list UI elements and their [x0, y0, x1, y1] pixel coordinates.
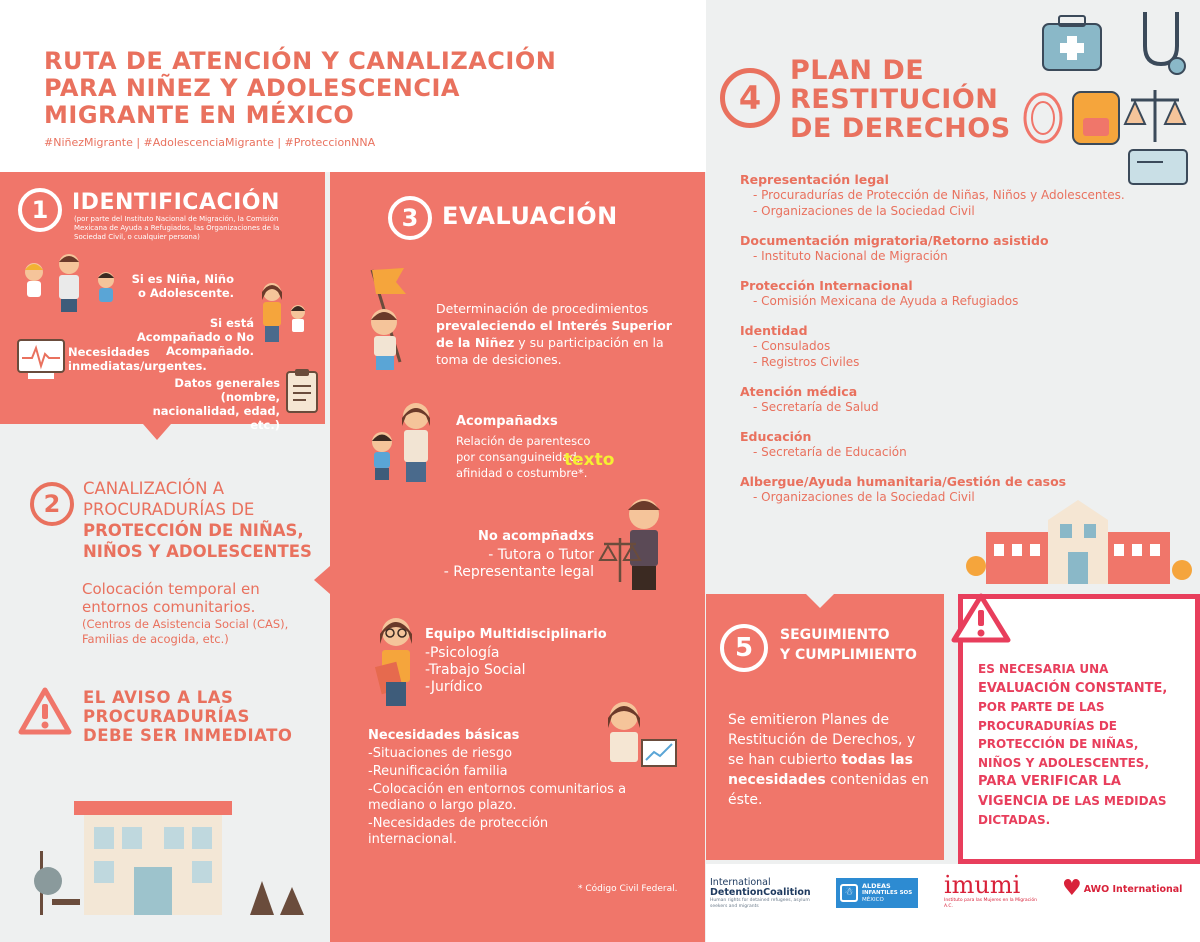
title-line-2: PARA NIÑEZ Y ADOLESCENCIA: [44, 74, 460, 102]
step5-title-b: Y CUMPLIMIENTO: [780, 647, 917, 663]
equipo-item-1: -Psicología: [425, 645, 500, 661]
father-body: [59, 275, 79, 299]
lawyer-illustration: [598, 488, 682, 592]
kid-legs: [375, 468, 389, 480]
member-legs: [386, 682, 406, 706]
section-representacion: [740, 172, 1160, 219]
child-body: [374, 336, 396, 356]
step3-pointer: [314, 566, 330, 594]
section-item: - Registros Civiles: [753, 355, 860, 369]
step5-body-bold: todas las necesidades: [728, 752, 913, 788]
step2-title-b: PROTECCIÓN DE NIÑAS, NIÑOS Y ADOLESCENTES: [83, 521, 312, 561]
step2-note: (Centros de Asistencia Social (CAS), Familias de acogida, etc.): [82, 617, 289, 646]
title-line-3: MIGRANTE EN MÉXICO: [44, 101, 355, 129]
step5-body: [728, 710, 934, 810]
step2-warning: EL AVISO A LAS PROCURADURÍAS DEBE SER INMEDIATO: [83, 688, 293, 745]
alert-warning-icon: [950, 592, 1012, 644]
awo-logo: [1062, 878, 1182, 900]
section-title: Representación legal: [740, 172, 889, 187]
step4-title: [790, 56, 1011, 143]
kid-body: [374, 452, 390, 468]
step1-line-a: Si es Niña, Niño o Adolescente.: [131, 272, 234, 300]
section-item: - Secretaría de Salud: [753, 400, 879, 414]
alert-line-a: ES NECESARIA UNA: [978, 662, 1109, 676]
acomp-body: Relación de parentesco por consanguineidad, afinidad o costumbre*.: [456, 434, 591, 480]
father-legs: [61, 299, 77, 312]
lawyer-hair: [628, 501, 660, 510]
parent-child-illustration: [362, 396, 452, 486]
title-line-1: RUTA DE ATENCIÓN Y CANALIZACIÓN: [44, 47, 557, 75]
building-door: [134, 867, 172, 915]
step5-body-a: Se emitieron Planes de Restitución de Derechos, y se han cubierto: [728, 712, 916, 768]
necesidades-item-2: -Reunificación familia: [368, 764, 508, 779]
step4-list: [740, 172, 1160, 505]
aldeas-logo-icon: ☃: [840, 884, 858, 902]
idc-logo-b: DetentionCoalition: [710, 887, 811, 898]
alert-line-bold-a: EVALUACIÓN CONSTANTE,: [978, 680, 1168, 696]
building-roof: [74, 801, 232, 815]
section-identidad: [740, 323, 1160, 370]
child-legs: [376, 356, 394, 370]
school-illustration: [964, 496, 1200, 590]
necesidades-item-1: -Situaciones de riesgo: [368, 746, 513, 761]
section-item: - Procuradurías de Protección de Niñas, Niños y Adolescentes.: [753, 188, 1125, 202]
step4-title-a: PLAN DE: [790, 55, 925, 86]
equipo-item-2: -Trabajo Social: [425, 662, 526, 678]
necesidades-item-4: -Necesidades de protección internacional.: [368, 816, 549, 847]
step4-number: 4: [720, 68, 780, 128]
alert-line-b: POR PARTE DE LAS PROCURADURÍAS DE PROTECCIÓN DE NIÑAS, NIÑOS Y ADOLESCENTES,: [978, 700, 1150, 770]
noacomp-item-2: - Representante legal: [443, 564, 594, 580]
step1-number: 1: [18, 188, 62, 232]
step2-title-a: CANALIZACIÓN A PROCURADURÍAS DE: [83, 479, 255, 519]
acomp-title: Acompañadxs: [456, 414, 558, 429]
lawyer-legs: [632, 566, 656, 590]
heart-icon: ♥: [1062, 876, 1082, 901]
idc-logo-sub: Human rights for detained refugees, asylum seekers and migrants: [710, 898, 810, 909]
imumi-logo-sub: Instituto para las Mujeres en la Migración A.C.: [944, 898, 1038, 909]
building-illustration: [30, 795, 310, 920]
section-item: - Instituto Nacional de Migración: [753, 249, 948, 263]
step1-title: IDENTIFICACIÓN: [72, 190, 280, 215]
necesidades-item-3: -Colocación en entornos comunitarios a mediano o largo plazo.: [368, 782, 627, 813]
page-title: [44, 48, 556, 129]
step1-subtitle: (por parte del Instituto Nacional de Migración, la Comisión Mexicana de Ayuda a Refugiados, las Organizaciones de la Sociedad Civil, o cualquier persona): [74, 215, 280, 241]
boy-body: [99, 288, 113, 302]
pine-tree-2: [280, 887, 304, 915]
section-educacion: [740, 429, 1160, 460]
section-item: - Consulados: [753, 339, 831, 353]
flag: [372, 268, 406, 294]
equipo-title: Equipo Multidisciplinario: [425, 627, 607, 642]
child-hair: [25, 264, 43, 270]
step3-intro-b: y su participación en la toma de desiciones.: [436, 335, 664, 367]
team-member-illustration: [366, 606, 430, 710]
aldeas-logo: [836, 878, 918, 908]
section-documentacion: [740, 233, 1160, 264]
clipboard-illustration: [284, 368, 320, 416]
section-title: Identidad: [740, 323, 808, 338]
pine-tree-1: [250, 881, 274, 915]
step2-body: Colocación temporal en entornos comunitarios.: [82, 580, 260, 616]
section-title: Documentación migratoria/Retorno asistido: [740, 233, 1049, 248]
step5-number: 5: [720, 624, 768, 672]
section-title: Protección Internacional: [740, 278, 913, 293]
section-atencion-medica: [740, 384, 1160, 415]
kid-body: [292, 319, 304, 332]
alert-line-bold-b: PARA VERIFICAR LA VIGENCIA: [978, 774, 1121, 809]
stethoscope-icon: [1145, 12, 1177, 64]
boy-hair: [98, 273, 114, 278]
idc-logo: [710, 878, 826, 910]
aldeas-logo-b: INFANTILES SOS: [862, 889, 913, 896]
kid-hair: [291, 306, 305, 311]
mother-legs: [265, 326, 279, 342]
child-flag-illustration: [350, 262, 440, 382]
equipo-item-3: -Jurídico: [425, 679, 483, 695]
step3-intro: [436, 300, 676, 368]
step3-title: EVALUACIÓN: [442, 202, 618, 230]
mother-child-illustration: [254, 278, 314, 344]
alert-text: [978, 660, 1178, 830]
noacomp-title: No acompñadxs: [477, 529, 594, 544]
section-item: - Comisión Mexicana de Ayuda a Refugiados: [753, 294, 1019, 308]
section-title: Atención médica: [740, 384, 858, 399]
step4-title-c: DE DERECHOS: [790, 113, 1011, 144]
section-title: Albergue/Ayuda humanitaria/Gestión de casos: [740, 474, 1067, 489]
step1-line-c: Necesidades inmediatas/urgentes.: [68, 345, 207, 373]
bench: [52, 899, 80, 905]
step1-line-d: Datos generales (nombre, nacionalidad, edad, etc.): [152, 376, 280, 432]
parent-legs: [406, 462, 426, 482]
tree-left: [34, 867, 62, 895]
child-body: [27, 281, 41, 297]
parent-body: [404, 430, 428, 462]
section-item: - Organizaciones de la Sociedad Civil: [753, 204, 975, 218]
hashtags: #NiñezMigrante | #AdolescenciaMigrante | #ProteccionNNA: [44, 136, 376, 149]
section-proteccion: [740, 278, 1160, 309]
idc-logo-a: International: [710, 877, 771, 888]
step5-body-b: contenidas en éste.: [728, 772, 929, 808]
step4-icons: [1015, 6, 1200, 186]
section-title: Educación: [740, 429, 812, 444]
step3-number: 3: [388, 196, 432, 240]
monitor-base: [28, 373, 54, 379]
step4-title-b: RESTITUCIÓN: [790, 84, 999, 115]
parent-head: [403, 403, 429, 429]
imumi-logo: [944, 872, 1044, 910]
aldeas-logo-c: MÉXICO: [862, 896, 884, 903]
monitor-illustration: [14, 336, 68, 382]
step5-title-a: SEGUIMIENTO: [780, 627, 890, 643]
family-illustration: [14, 246, 130, 314]
section-item: - Secretaría de Educación: [753, 445, 907, 459]
alert-line-c: DE LAS MEDIDAS DICTADAS.: [978, 793, 1167, 827]
overlay-text: texto: [564, 450, 615, 470]
step5-notch: [806, 594, 834, 608]
necesidades-title: Necesidades básicas: [368, 728, 520, 743]
step3-intro-a: Determinación de procedimientos: [436, 301, 649, 316]
step1-line-b: Si está Acompañado o No Acompañado.: [136, 316, 254, 358]
awo-logo-text: AWO International: [1083, 883, 1183, 895]
step2-number: 2: [30, 482, 74, 526]
mother-body: [263, 302, 281, 326]
footnote: * Código Civil Federal.: [578, 884, 678, 894]
aldeas-logo-a: ALDEAS: [862, 881, 891, 890]
noacomp-item-1: - Tutora o Tutor: [488, 547, 594, 563]
section-item: - Organizaciones de la Sociedad Civil: [753, 490, 975, 504]
step3-intro-bold: prevaleciendo el Interés Superior de la Niñez: [436, 318, 672, 350]
warning-icon: [17, 686, 73, 736]
clipboard-clip: [295, 369, 309, 376]
imumi-logo-text: imumi: [944, 871, 1021, 899]
